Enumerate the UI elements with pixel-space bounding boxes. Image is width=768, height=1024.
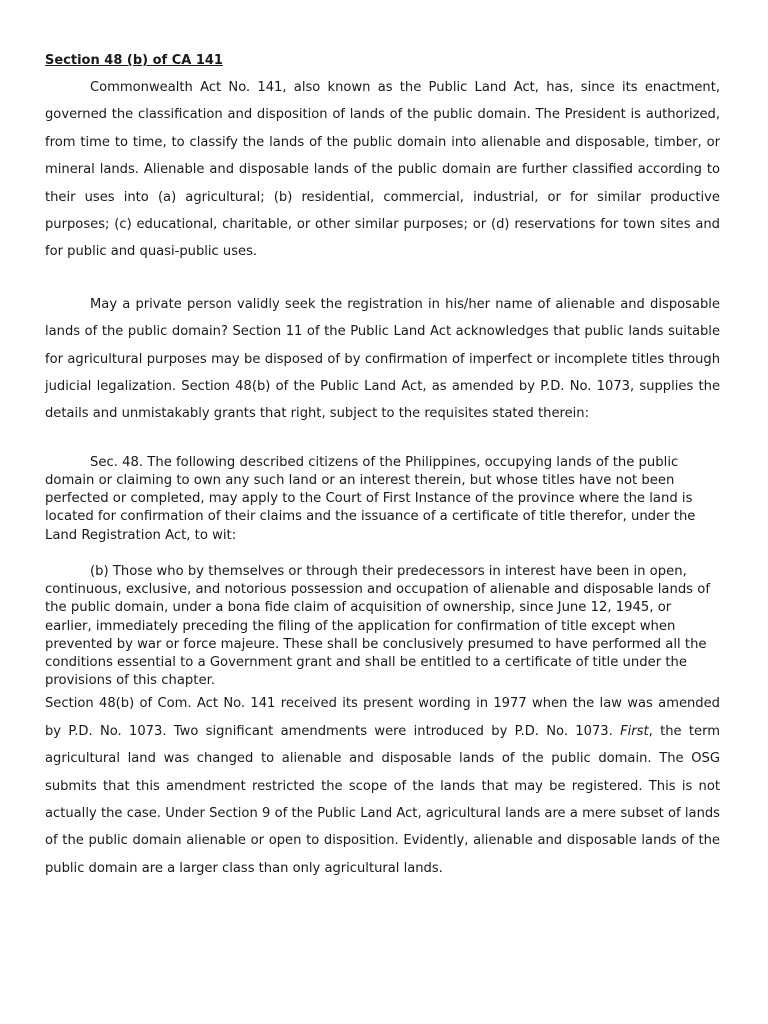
paragraph-amendments-text-2: , the term agricultural land was changed to alienable and disposable lands of the public domain. The OSG submits that this amendment restricted the scope of the lands that may be registered. This is not actually the case. Under Section 9 of the Public Land Act, agricultural lands are a mere subset of lands of the public domain alienable or open to disposition. Evidently, alienable and disposable lands of the public domain are a larger class than only agricultural lands. bbox=[45, 723, 720, 876]
section-heading: Section 48 (b) of CA 141 bbox=[45, 53, 223, 68]
quoted-section-48: Sec. 48. The following described citizens of the Philippines, occupying lands of the public domain or claiming to own any such land or an interest therein, but whose titles have not been perfected or completed, may apply to the Court of First Instance of the province where the land is located for confirmation of their claims and the issuance of a certificate of title therefor, under the Land Registration Act, to wit: bbox=[45, 454, 696, 543]
document-page bbox=[45, 52, 720, 882]
paragraph-amendments-text-1: Section 48(b) of Com. Act No. 141 received its present wording in 1977 when the law was amended by P.D. No. 1073. Two significant amendments were introduced by P.D. No. 1073. bbox=[45, 696, 720, 739]
paragraph-intro: Commonwealth Act No. 141, also known as the Public Land Act, has, since its enactment, governed the classification and disposition of lands of the public domain. The President is authorized, from time to time, to classify the lands of the public domain into alienable and disposable, timber, or mineral lands. Alienable and disposable lands of the public domain are further classified according to their uses into (a) agricultural; (b) residential, commercial, industrial, or for similar productive purposes; (c) educational, charitable, or other similar purposes; or (d) reservations for town sites and for public and quasi-public uses. bbox=[45, 80, 720, 260]
paragraph-amendments bbox=[45, 690, 720, 882]
quoted-section-48-b: (b) Those who by themselves or through their predecessors in interest have been in open, continuous, exclusive, and notorious possession and occupation of alienable and disposable lands of the public domain, under a bona fide claim of acquisition of ownership, since June 12, 1945, or earlier, immediately preceding the filing of the application for confirmation of title except when prevented by war or force majeure. These shall be conclusively presumed to have performed all the conditions essential to a Government grant and shall be entitled to a certificate of title under the provisions of this chapter. bbox=[45, 563, 710, 689]
paragraph-amendments-emphasis: First bbox=[620, 723, 649, 739]
paragraph-registration-question: May a private person validly seek the registration in his/her name of alienable and disposable lands of the public domain? Section 11 of the Public Land Act acknowledges that public lands suitable for agricultural purposes may be disposed of by confirmation of imperfect or incomplete titles through judicial legalization. Section 48(b) of the Public Land Act, as amended by P.D. No. 1073, supplies the details and unmistakably grants that right, subject to the requisites stated therein: bbox=[45, 296, 720, 422]
